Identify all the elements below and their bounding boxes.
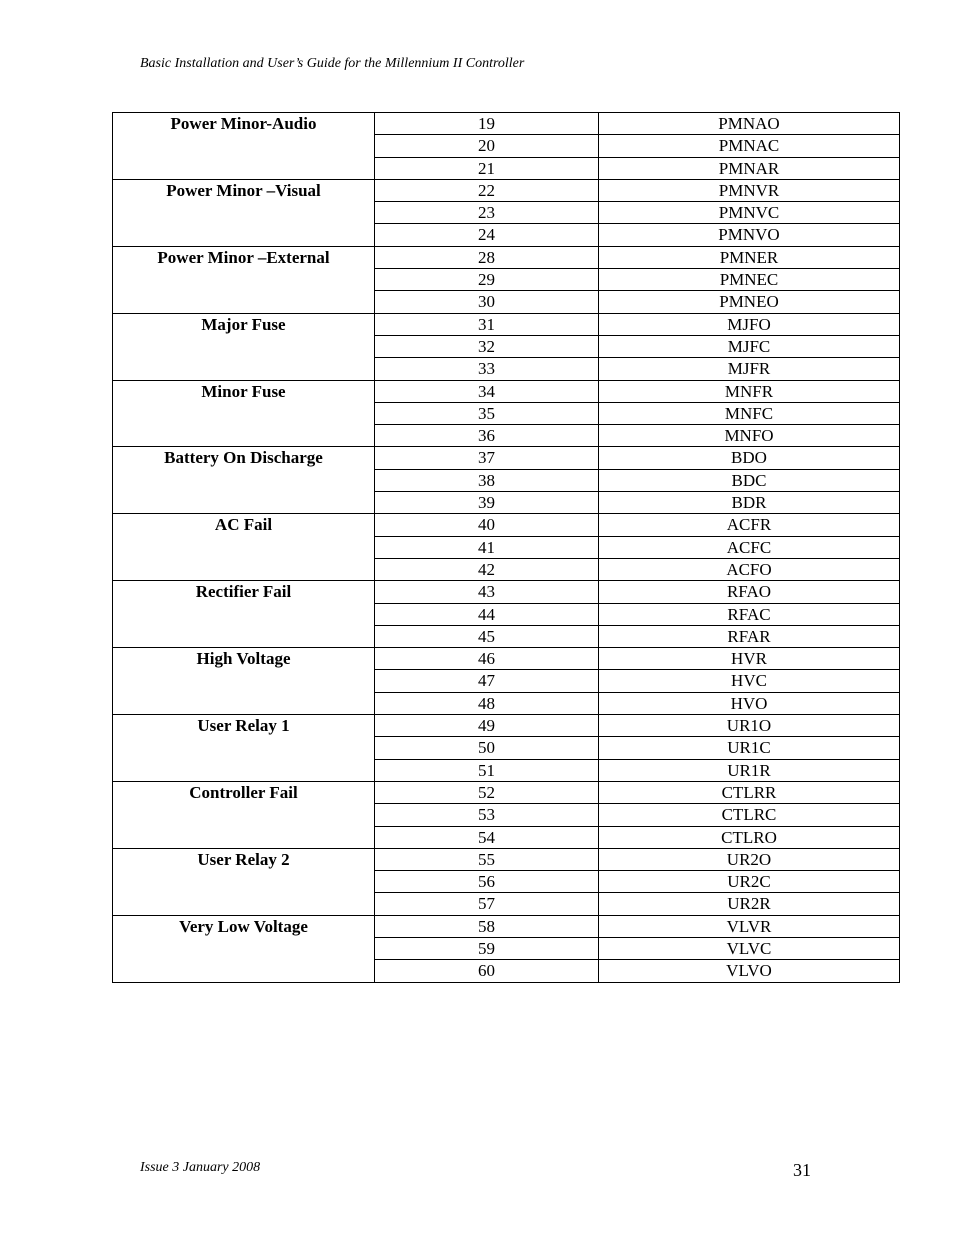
alarm-group-name: Very Low Voltage (113, 915, 375, 982)
alarm-group-name: Controller Fail (113, 781, 375, 848)
relay-code-cell: MNFO (599, 425, 900, 447)
relay-number-cell: 28 (375, 246, 599, 268)
alarm-group-name: Power Minor-Audio (113, 113, 375, 180)
relay-code-cell: UR2C (599, 871, 900, 893)
table-row (113, 313, 900, 335)
relay-number-cell: 41 (375, 536, 599, 558)
relay-code-cell: MJFC (599, 335, 900, 357)
relay-code-cell: CTLRC (599, 804, 900, 826)
table-row (113, 915, 900, 937)
relay-code-cell: VLVR (599, 915, 900, 937)
table-row (113, 246, 900, 268)
relay-number-cell: 44 (375, 603, 599, 625)
table-row (113, 715, 900, 737)
alarm-group-name: Major Fuse (113, 313, 375, 380)
relay-number-cell: 45 (375, 625, 599, 647)
alarm-group-name: Battery On Discharge (113, 447, 375, 514)
relay-number-cell: 53 (375, 804, 599, 826)
relay-code-cell: MNFC (599, 402, 900, 424)
relay-number-cell: 51 (375, 759, 599, 781)
relay-code-cell: HVR (599, 648, 900, 670)
relay-number-cell: 19 (375, 113, 599, 135)
relay-number-cell: 35 (375, 402, 599, 424)
relay-number-cell: 33 (375, 358, 599, 380)
relay-code-cell: UR2O (599, 848, 900, 870)
relay-code-cell: CTLRR (599, 781, 900, 803)
relay-number-cell: 55 (375, 848, 599, 870)
relay-code-cell: PMNEC (599, 269, 900, 291)
relay-number-cell: 31 (375, 313, 599, 335)
relay-number-cell: 21 (375, 157, 599, 179)
relay-code-cell: UR2R (599, 893, 900, 915)
relay-code-cell: BDR (599, 492, 900, 514)
relay-code-cell: VLVO (599, 960, 900, 982)
table-row (113, 514, 900, 536)
relay-number-cell: 49 (375, 715, 599, 737)
relay-number-cell: 60 (375, 960, 599, 982)
page-number: 31 (793, 1160, 811, 1180)
relay-code-cell: UR1R (599, 759, 900, 781)
relay-code-cell: MJFO (599, 313, 900, 335)
table-row (113, 113, 900, 135)
relay-number-cell: 40 (375, 514, 599, 536)
relay-number-cell: 54 (375, 826, 599, 848)
alarm-group-name: Rectifier Fail (113, 581, 375, 648)
relay-code-cell: VLVC (599, 937, 900, 959)
relay-code-cell: BDC (599, 469, 900, 491)
relay-code-cell: PMNAO (599, 113, 900, 135)
relay-code-cell: PMNAR (599, 157, 900, 179)
table-row (113, 648, 900, 670)
relay-code-cell: PMNVC (599, 202, 900, 224)
relay-number-cell: 47 (375, 670, 599, 692)
relay-number-cell: 22 (375, 179, 599, 201)
relay-code-cell: MNFR (599, 380, 900, 402)
alarm-group-name: User Relay 1 (113, 715, 375, 782)
footer-issue: Issue 3 January 2008 (140, 1160, 261, 1175)
relay-number-cell: 48 (375, 692, 599, 714)
relay-number-cell: 39 (375, 492, 599, 514)
relay-number-cell: 58 (375, 915, 599, 937)
relay-number-cell: 52 (375, 781, 599, 803)
alarm-group-name: Minor Fuse (113, 380, 375, 447)
relay-code-cell: RFAC (599, 603, 900, 625)
relay-code-cell: RFAO (599, 581, 900, 603)
relay-number-cell: 30 (375, 291, 599, 313)
relay-code-cell: ACFR (599, 514, 900, 536)
relay-code-cell: UR1C (599, 737, 900, 759)
relay-number-cell: 20 (375, 135, 599, 157)
relay-number-cell: 24 (375, 224, 599, 246)
relay-code-cell: BDO (599, 447, 900, 469)
relay-number-cell: 34 (375, 380, 599, 402)
relay-number-cell: 23 (375, 202, 599, 224)
relay-code-cell: RFAR (599, 625, 900, 647)
alarm-group-name: High Voltage (113, 648, 375, 715)
page-header: Basic Installation and User’s Guide for the Millennium II Controller (140, 56, 525, 71)
alarm-group-name: Power Minor –Visual (113, 179, 375, 246)
table-row (113, 781, 900, 803)
relay-number-cell: 50 (375, 737, 599, 759)
relay-code-cell: UR1O (599, 715, 900, 737)
relay-code-cell: MJFR (599, 358, 900, 380)
relay-code-cell: PMNEO (599, 291, 900, 313)
relay-code-cell: PMNVO (599, 224, 900, 246)
table-body (113, 113, 900, 983)
relay-code-cell: ACFC (599, 536, 900, 558)
relay-number-cell: 29 (375, 269, 599, 291)
relay-number-cell: 57 (375, 893, 599, 915)
table-row (113, 380, 900, 402)
table-row (113, 447, 900, 469)
relay-number-cell: 42 (375, 558, 599, 580)
relay-code-cell: ACFO (599, 558, 900, 580)
alarm-relay-table (112, 112, 900, 983)
relay-code-cell: PMNAC (599, 135, 900, 157)
relay-number-cell: 38 (375, 469, 599, 491)
relay-number-cell: 37 (375, 447, 599, 469)
relay-code-cell: PMNER (599, 246, 900, 268)
alarm-group-name: User Relay 2 (113, 848, 375, 915)
table-row (113, 848, 900, 870)
alarm-group-name: AC Fail (113, 514, 375, 581)
relay-code-cell: HVO (599, 692, 900, 714)
relay-number-cell: 46 (375, 648, 599, 670)
relay-number-cell: 56 (375, 871, 599, 893)
relay-number-cell: 36 (375, 425, 599, 447)
relay-number-cell: 43 (375, 581, 599, 603)
relay-number-cell: 32 (375, 335, 599, 357)
relay-number-cell: 59 (375, 937, 599, 959)
table-row (113, 581, 900, 603)
relay-code-cell: HVC (599, 670, 900, 692)
relay-code-cell: CTLRO (599, 826, 900, 848)
alarm-group-name: Power Minor –External (113, 246, 375, 313)
relay-code-cell: PMNVR (599, 179, 900, 201)
table-row (113, 179, 900, 201)
